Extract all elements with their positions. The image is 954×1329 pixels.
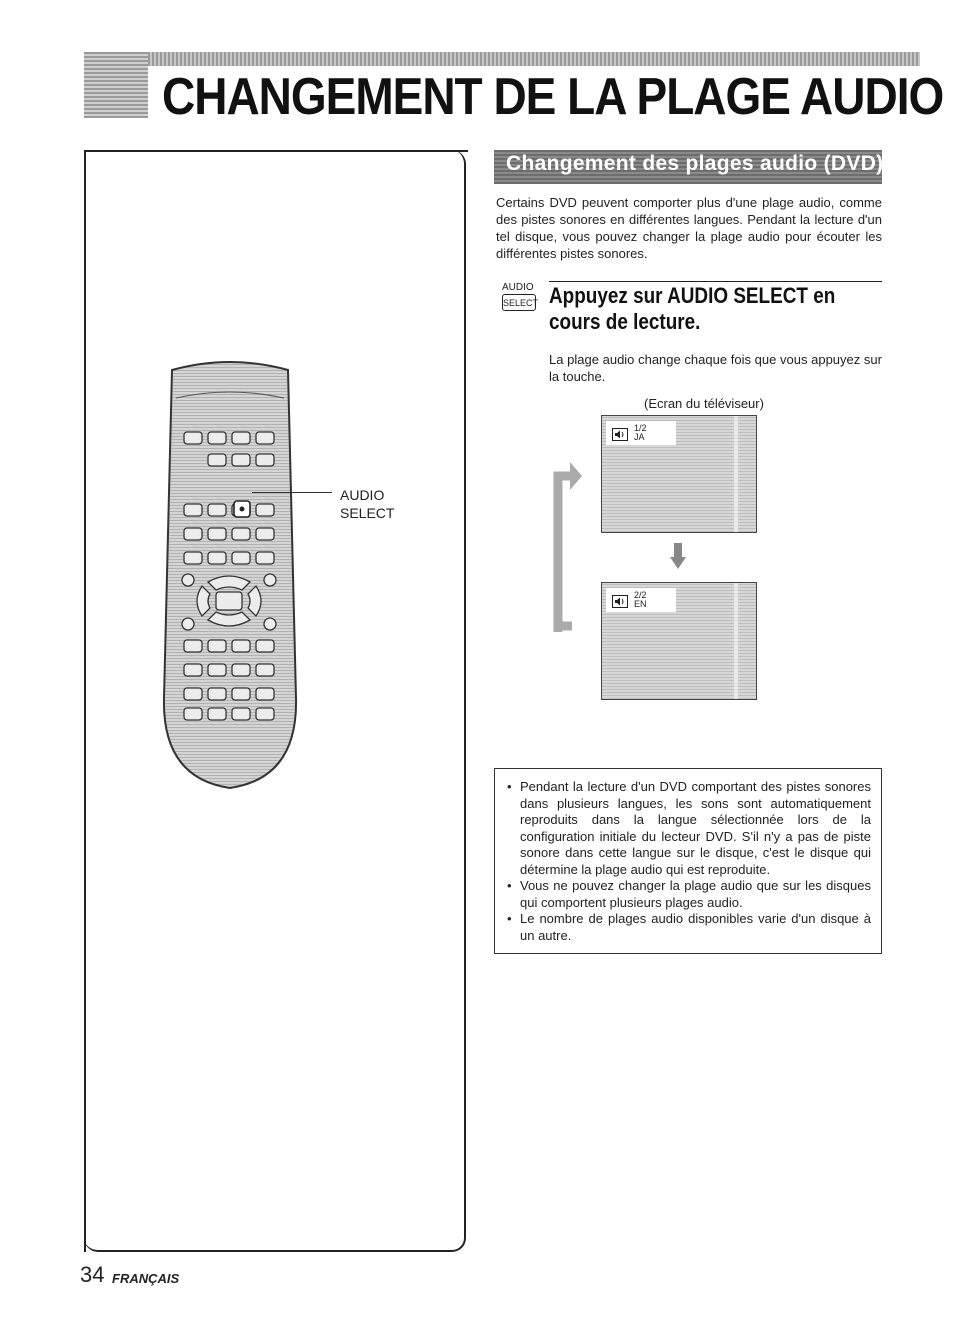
audio-track-number: 2/2: [634, 590, 647, 600]
audio-select-callout: [340, 486, 394, 522]
remote-control-icon: [162, 358, 298, 790]
notes-list: [505, 779, 871, 944]
page-language: FRANÇAIS: [112, 1271, 180, 1286]
step-icon-label: AUDIO: [502, 282, 534, 293]
step-icon-button: SELECT: [502, 294, 536, 311]
tv-screen-first: [601, 415, 757, 533]
audio-language: EN: [634, 599, 647, 609]
tv-screen-edge: [734, 416, 738, 532]
tv-screen-second: [601, 582, 757, 700]
step-title: Appuyez sur AUDIO SELECT en cours de lecture.: [549, 283, 836, 334]
page-title: CHANGEMENT DE LA PLAGE AUDIO: [162, 67, 944, 126]
audio-language: JA: [634, 432, 645, 442]
speaker-icon: [612, 428, 628, 441]
tv-screen-edge: [734, 583, 738, 699]
notes-box: [494, 768, 882, 954]
screen-caption: (Ecran du téléviseur): [644, 396, 764, 411]
down-arrow-icon: [670, 543, 686, 569]
audio-track-number: 1/2: [634, 423, 647, 433]
note-item: • Pendant la lecture d'un DVD comportant des pistes sonores dans plusieurs langues, les sons sont automatiquement reproduits dans la langue sélectionnée lors de la configuration initiale du lecteur DVD. S'il n'y a pas de piste sonore dans cette langue sur le disque, c'est le disque qui détermine la plage audio qui est reproduite.: [505, 779, 871, 878]
section-heading: Changement des plages audio (DVD): [506, 152, 884, 175]
remote-control-illustration: [162, 358, 298, 790]
step-description: La plage audio change chaque fois que vous appuyez sur la touche.: [549, 352, 882, 384]
banner-block: [84, 52, 148, 118]
page-number: 34: [80, 1262, 105, 1287]
audio-osd-text: [634, 424, 647, 442]
audio-select-callout-line: [252, 492, 332, 493]
note-item: • Vous ne pouvez changer la plage audio que sur les disques qui comportent plusieurs plages audio.: [505, 878, 871, 911]
audio-osd: [606, 588, 676, 612]
callout-line-2: SELECT: [340, 505, 395, 521]
intro-paragraph: Certains DVD peuvent comporter plus d'une plage audio, comme des pistes sonores en différentes langues. Pendant la lecture d'un tel disque, vous pouvez changer la plage audio pour écouter les différentes pistes sonores.: [496, 195, 882, 261]
cycle-arrow-icon: [552, 456, 582, 632]
title-banner: [84, 52, 944, 126]
step-rule: [549, 281, 882, 282]
audio-osd: [606, 421, 676, 445]
speaker-icon: [612, 595, 628, 608]
banner-stripe: [84, 52, 920, 66]
audio-select-button-icon: [502, 282, 540, 316]
callout-line-1: AUDIO: [340, 487, 385, 503]
note-item: • Le nombre de plages audio disponibles varie d'un disque à un autre.: [505, 911, 871, 944]
audio-osd-text: [634, 591, 647, 609]
